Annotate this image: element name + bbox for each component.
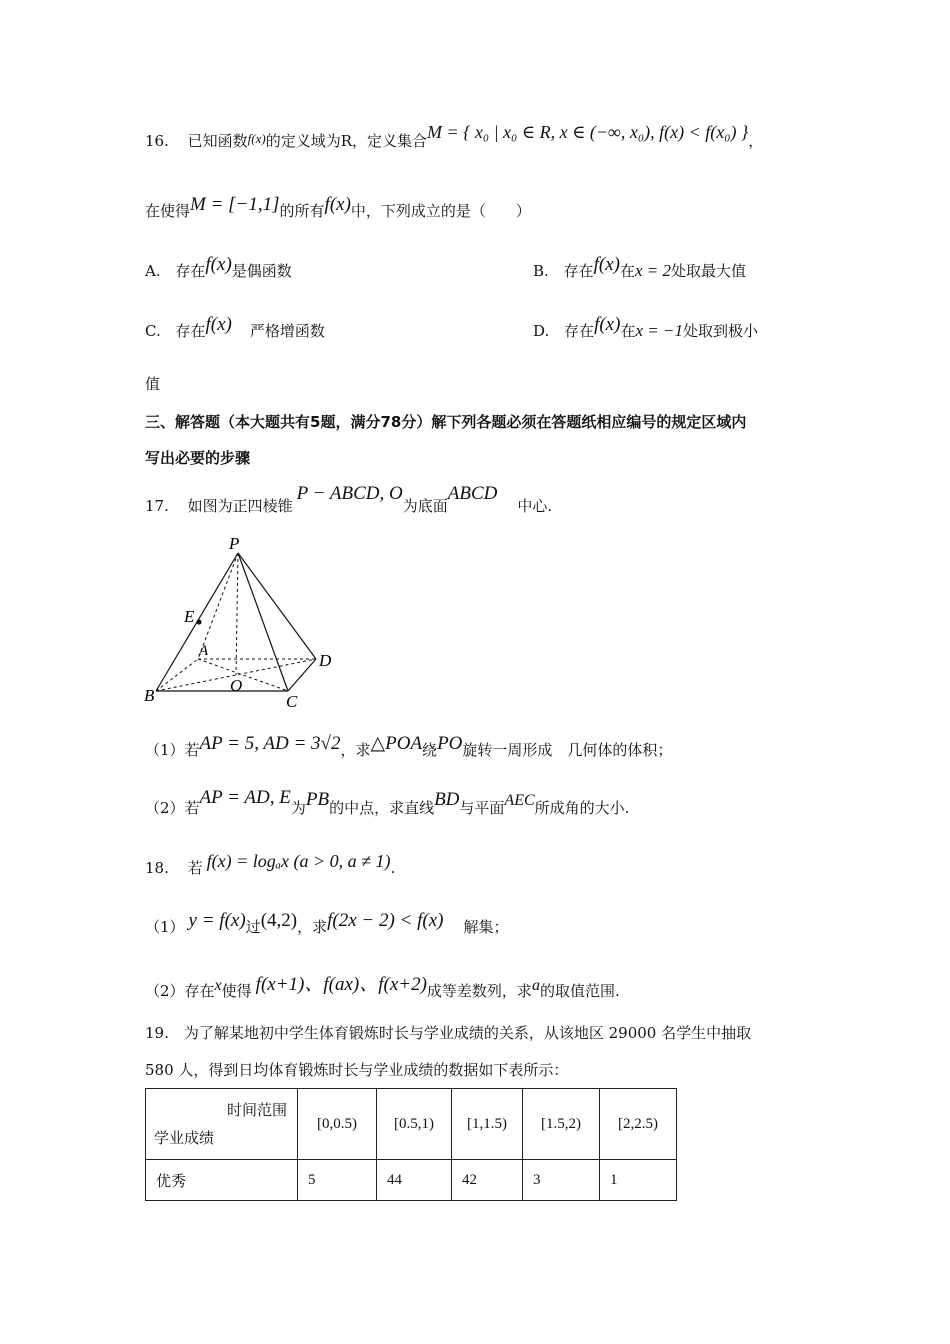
q16-line1: 16. 已知函数f(x)的定义域为R，定义集合M = { x₀ | x₀ ∈ R, x ∈ (−∞, x₀), f(x) < f(x₀) }， bbox=[145, 122, 764, 150]
label-d: D bbox=[319, 651, 332, 670]
label-p: P bbox=[229, 535, 240, 553]
label-a: A bbox=[199, 643, 209, 659]
range-header: [1.5,2) bbox=[523, 1089, 600, 1160]
range-header: [1,1.5) bbox=[452, 1089, 523, 1160]
table-header-row bbox=[146, 1089, 677, 1160]
q16-line2: 在使得M = [−1,1]的所有f(x)中，下列成立的是（ ） bbox=[145, 194, 531, 220]
q17-stem: 17. 如图为正四棱锥P − ABCD, O为底面ABCD中心. bbox=[145, 483, 553, 515]
data-table bbox=[145, 1088, 677, 1201]
point-e bbox=[196, 619, 201, 624]
range-header: [2,2.5) bbox=[600, 1089, 677, 1160]
table-cell: 42 bbox=[452, 1160, 523, 1201]
table-cell: 1 bbox=[600, 1160, 677, 1201]
range-header: [0,0.5) bbox=[298, 1089, 377, 1160]
q17-part1: （1）若AP = 5, AD = 3√2，求△POA绕PO旋转一周形成 几何体的体积； bbox=[145, 733, 673, 759]
table-cell: 3 bbox=[523, 1160, 600, 1201]
table-row bbox=[146, 1160, 677, 1201]
range-header: [0.5,1) bbox=[377, 1089, 452, 1160]
q17-number: 17. bbox=[145, 497, 169, 515]
label-b: B bbox=[144, 686, 155, 705]
q18-part1: （1） y = f(x)过(4,2)，求f(2x − 2) < f(x) 解集； bbox=[145, 910, 509, 936]
edge-pd bbox=[238, 553, 316, 659]
edge-ba bbox=[156, 659, 198, 691]
label-e: E bbox=[184, 607, 195, 626]
pyramid-figure bbox=[140, 535, 350, 710]
table-cell: 5 bbox=[298, 1160, 377, 1201]
edge-pc bbox=[238, 553, 288, 691]
option-d-wrap: 值 bbox=[145, 375, 161, 393]
q19-line1: 19. 为了解某地初中学生体育锻炼时长与学业成绩的关系，从该地区 29000 名学生中抽取 bbox=[145, 1024, 752, 1042]
option-a: A. 存在f(x)是偶函数 bbox=[145, 254, 292, 280]
set-m-definition: M = { x₀ | x₀ ∈ R, x ∈ (−∞, x₀), f(x) < f(x₀) } bbox=[427, 122, 749, 142]
q18-number: 18. bbox=[145, 859, 169, 877]
section-heading-line1: 三、解答题（本大题共有5题，满分78分）解下列各题必须在答题纸相应编号的规定区域内 bbox=[145, 413, 747, 431]
q18-stem: 18. 若 f(x) = logₐx (a > 0, a ≠ 1). bbox=[145, 851, 396, 877]
header-time-range: 时间范围 bbox=[226, 1101, 287, 1119]
option-d: D. 存在f(x)在x = −1处取到极小 bbox=[533, 314, 758, 340]
table-cell: 44 bbox=[377, 1160, 452, 1201]
q19-line2: 580 人，得到日均体育锻炼时长与学业成绩的数据如下表所示： bbox=[145, 1061, 569, 1079]
edge-po bbox=[236, 553, 238, 675]
q17-part2: （2）若AP = AD, E为PB的中点，求直线BD与平面AEC所成角的大小. bbox=[145, 787, 630, 817]
q16-number: 16. bbox=[145, 132, 169, 150]
section-heading-line2: 写出必要的步骤 bbox=[145, 449, 251, 467]
diag-ac bbox=[198, 659, 288, 691]
log-definition: f(x) = logₐx (a > 0, a ≠ 1) bbox=[206, 851, 391, 871]
header-grade: 学业成绩 bbox=[154, 1129, 215, 1147]
label-c: C bbox=[286, 692, 298, 710]
label-o: O bbox=[230, 676, 243, 695]
row-label: 优秀 bbox=[146, 1160, 298, 1201]
option-c: C. 存在f(x) 严格增函数 bbox=[145, 314, 325, 340]
table-corner-cell bbox=[146, 1089, 298, 1160]
option-b: B. 存在f(x)在x = 2处取最大值 bbox=[533, 254, 747, 280]
q18-part2: （2）存在x使得 f(x+1)、f(ax)、f(x+2)成等差数列，求a的取值范围. bbox=[145, 974, 620, 1000]
